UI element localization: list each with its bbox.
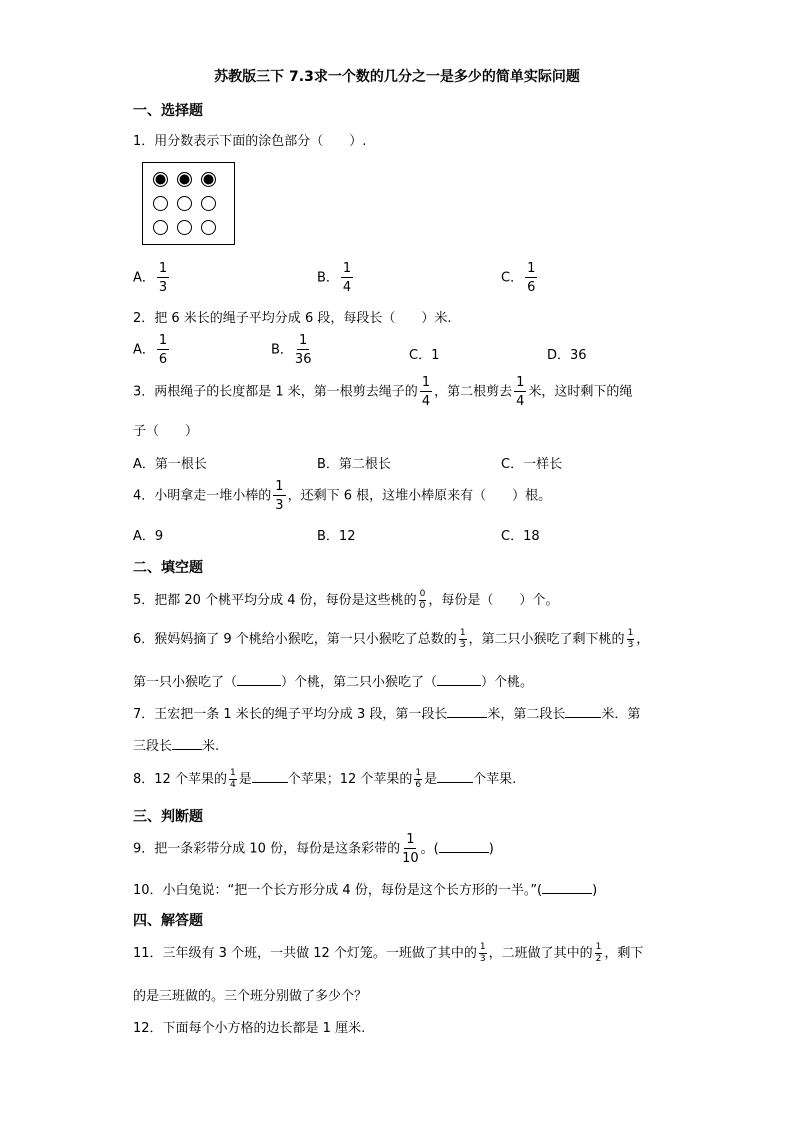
empty-circle <box>177 196 192 211</box>
fraction: $\frac{1}{3}$ <box>459 628 466 650</box>
q1-option-c[interactable]: C． $\frac{1}{6}$ <box>501 261 536 295</box>
q4-option-c[interactable]: C．18 <box>501 529 540 544</box>
shaded-circle <box>177 172 192 187</box>
shaded-circle <box>201 172 216 187</box>
fraction: $\frac{1}{4}$ <box>516 375 525 409</box>
dot-figure <box>142 162 235 245</box>
empty-circle <box>177 220 192 235</box>
q3-option-b[interactable]: B．第二根长 <box>317 457 391 472</box>
question-12: 12．下面每个小方格的边长都是 1 厘米. <box>133 1021 366 1036</box>
fraction: $\frac{1}{4}$ <box>342 261 352 295</box>
section-heading-choice: 一、选择题 <box>133 103 203 119</box>
answer-blank[interactable] <box>439 852 489 853</box>
question-6-line-1: 6．猴妈妈摘了 9 个桃给小猴吃，第一只小猴吃了总数的 $\frac{1}{3}$ ，第二只小猴吃了剩下桃的 $\frac{1}{3}$ ， <box>133 628 650 650</box>
section-heading-solve: 四、解答题 <box>133 913 203 929</box>
empty-circle <box>201 196 216 211</box>
section-heading-judge: 三、判断题 <box>133 809 203 825</box>
fraction: $\frac{1}{3}$ <box>275 479 284 513</box>
fraction: $\frac{1}{6}$ <box>527 261 536 295</box>
answer-blank[interactable] <box>252 782 288 783</box>
answer-blank[interactable] <box>237 685 281 686</box>
answer-blank[interactable] <box>172 749 202 750</box>
fraction: $\frac{1}{6}$ <box>158 333 168 367</box>
fraction: $\frac{1}{6}$ <box>415 768 422 790</box>
question-11-line-1: 11．三年级有 3 个班，一共做 12 个灯笼。一班做了其中的 $\frac{1}{3}$ ，二班做了其中的 $\frac{1}{2}$ ，剩下 <box>133 942 644 964</box>
fraction: $\frac{0}{0}$ <box>419 589 426 611</box>
answer-blank[interactable] <box>437 782 473 783</box>
fraction: $\frac{1}{36}$ <box>294 333 312 367</box>
fraction: $\frac{1}{4}$ <box>421 375 431 409</box>
empty-circle <box>153 220 168 235</box>
fraction: $\frac{1}{10}$ <box>402 832 419 866</box>
question-3-line-1: 3．两根绳子的长度都是 1 米，第一根剪去绳子的 $\frac{1}{4}$ ，第二根剪去 $\frac{1}{4}$ 米，这时剩下的绳 <box>133 375 633 409</box>
q3-option-a[interactable]: A．第一根长 <box>133 457 207 472</box>
question-2: 2．把 6 米长的绳子平均分成 6 段，每段长（ ）米. <box>133 311 452 326</box>
shaded-circle <box>153 172 168 187</box>
q3-option-c[interactable]: C．一样长 <box>501 457 563 472</box>
question-10: 10．小白兔说：“把一个长方形分成 4 份，每份是这个长方形的一半。”( ) <box>133 883 598 898</box>
answer-blank[interactable] <box>447 717 487 718</box>
fraction: $\frac{1}{3}$ <box>479 942 486 964</box>
q1-option-a[interactable]: A． $\frac{1}{3}$ <box>133 261 168 295</box>
q1-option-b[interactable]: B． $\frac{1}{4}$ <box>317 261 352 295</box>
page-title: 苏教版三下 7.3求一个数的几分之一是多少的简单实际问题 <box>214 69 580 85</box>
empty-circle <box>201 220 216 235</box>
question-11-line-2: 的是三班做的。三个班分别做了多少个？ <box>133 989 368 1004</box>
question-7-line-1: 7．王宏把一条 1 米长的绳子平均分成 3 段，第一段长 米，第二段长 米．第 <box>133 707 641 722</box>
question-1: 1．用分数表示下面的涂色部分（ ）. <box>133 134 367 149</box>
empty-circle <box>153 196 168 211</box>
fraction: $\frac{1}{2}$ <box>595 942 602 964</box>
question-7-line-2: 三段长 米. <box>133 739 220 754</box>
question-8: 8．12 个苹果的 $\frac{1}{4}$ 是 个苹果；12 个苹果的 $\frac{1}{6}$ 是 个苹果. <box>133 768 517 790</box>
section-heading-fill: 二、填空题 <box>133 560 203 576</box>
question-4: 4．小明拿走一堆小棒的 $\frac{1}{3}$ ，还剩下 6 根，这堆小棒原来有（ ）根。 <box>133 479 552 513</box>
question-6-line-2: 第一只小猴吃了（ ）个桃，第二只小猴吃了（ ）个桃。 <box>133 675 534 690</box>
q2-option-c[interactable]: C．1 <box>409 348 440 363</box>
answer-blank[interactable] <box>437 685 481 686</box>
q2-option-d[interactable]: D．36 <box>547 348 587 363</box>
question-9: 9．把一条彩带分成 10 份，每份是这条彩带的 $\frac{1}{10}$ 。( ) <box>133 832 494 866</box>
question-3-line-2: 子（ ） <box>133 424 199 439</box>
fraction: $\frac{1}{3}$ <box>158 261 168 295</box>
q4-option-a[interactable]: A．9 <box>133 529 164 544</box>
fraction: $\frac{1}{4}$ <box>229 768 236 790</box>
q4-option-b[interactable]: B．12 <box>317 529 356 544</box>
fraction: $\frac{1}{3}$ <box>627 628 634 650</box>
answer-blank[interactable] <box>542 893 592 894</box>
q2-option-a[interactable]: A． $\frac{1}{6}$ <box>133 333 168 367</box>
q2-option-b[interactable]: B． $\frac{1}{36}$ <box>271 333 312 367</box>
question-5: 5．把都 20 个桃平均分成 4 份，每份是这些桃的 $\frac{0}{0}$ ，每份是（ ）个。 <box>133 589 559 611</box>
answer-blank[interactable] <box>565 717 601 718</box>
